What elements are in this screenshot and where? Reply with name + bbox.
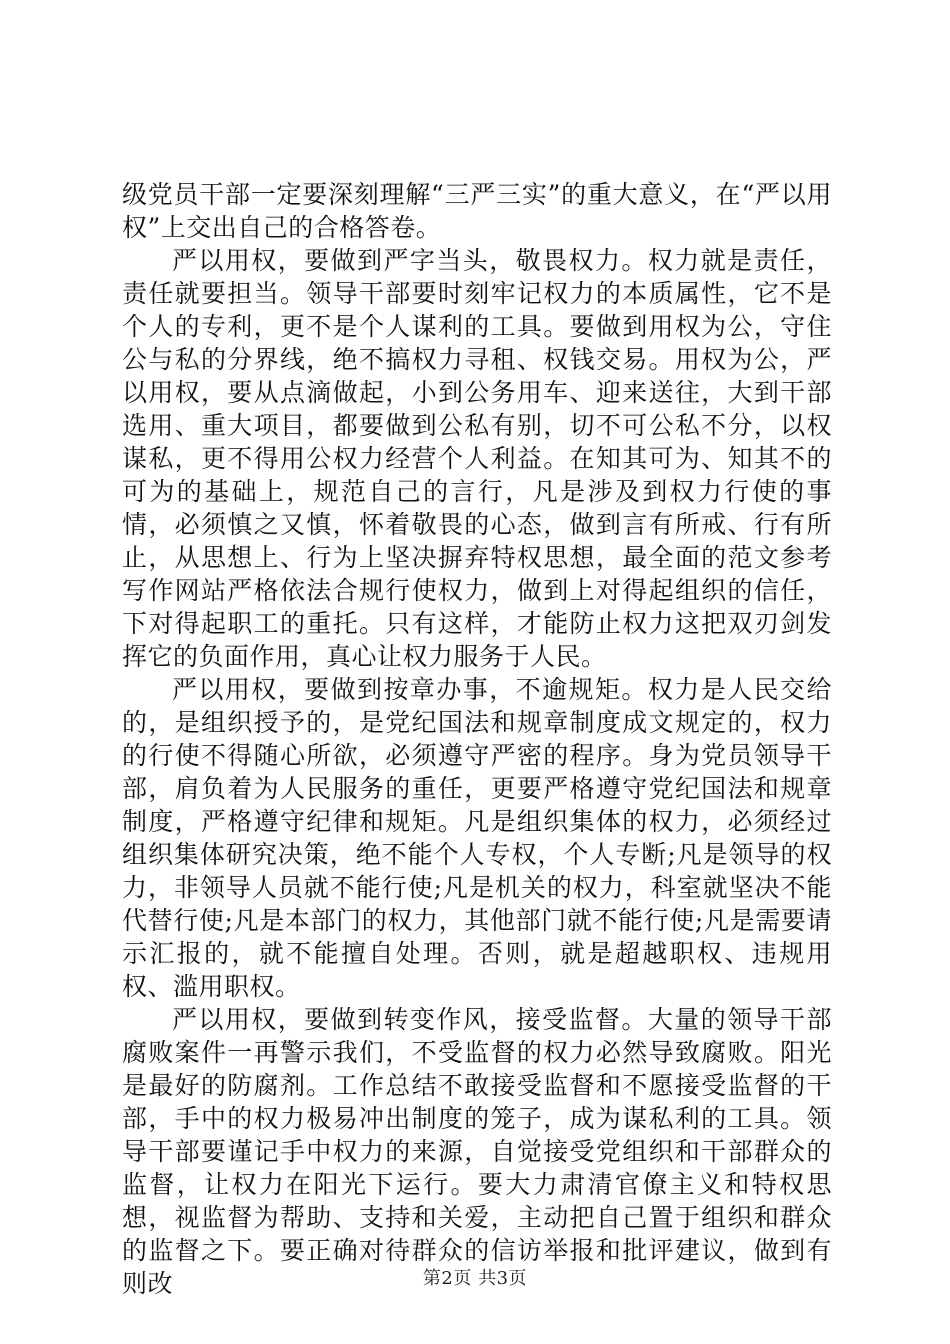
page-number-label: 第2页 共3页 [422, 1268, 528, 1289]
paragraph-3: 严以用权，要做到按章办事，不逾规矩。权力是人民交给的，是组织授予的，是党纪国法和规章制度成文规定的，权力的行使不得随心所欲，必须遵守严密的程序。身为党员领导干部，肩负着为人民服务的重任，更要严格遵守党纪国法和规章制度，严格遵守纪律和规矩。凡是组织集体的权力，必须经过组织集体研究决策，绝不能个人专权，个人专断;凡是领导的权力，非领导人员就不能行使;凡是机关的权力，科室就坚决不能代替行使;凡是本部门的权力，其他部门就不能行使;凡是需要请示汇报的，就不能擅自处理。否则，就是超越职权、违规用权、滥用职权。 [122, 675, 832, 1001]
paragraph-2: 严以用权，要做到严字当头，敬畏权力。权力就是责任，责任就要担当。领导干部要时刻牢记权力的本质属性，它不是个人的专利，更不是个人谋利的工具。要做到用权为公，守住公与私的分界线，绝不搞权力寻租、权钱交易。用权为公，严以用权，要从点滴做起，小到公务用车、迎来送往，大到干部选用、重大项目，都要做到公私有别，切不可公私不分，以权谋私，更不得用公权力经营个人利益。在知其可为、知其不的可为的基础上，规范自己的言行，凡是涉及到权力行使的事情，必须慎之又慎，怀着敬畏的心态，做到言有所戒、行有所止，从思想上、行为上坚决摒弃特权思想，最全面的范文参考写作网站严格依法合规行使权力，做到上对得起组织的信任，下对得起职工的重托。只有这样，才能防止权力这把双刃剑发挥它的负面作用，真心让权力服务于人民。 [122, 246, 832, 671]
document-body [122, 178, 832, 1300]
paragraph-4: 严以用权，要做到转变作风，接受监督。大量的领导干部腐败案件一再警示我们，不受监督的权力必然导致腐败。阳光是最好的防腐剂。工作总结不敢接受监督和不愿接受监督的干部，手中的权力极易冲出制度的笼子，成为谋私利的工具。领导干部要谨记手中权力的来源，自觉接受党组织和干部群众的监督，让权力在阳光下运行。要大力肃清官僚主义和特权思想，视监督为帮助、支持和关爱，主动把自己置于组织和群众的监督之下。要正确对待群众的信访举报和批评建议，做到有则改 [122, 1005, 832, 1298]
paragraph-1: 级党员干部一定要深刻理解“三严三实”的重大意义，在“严以用权”上交出自己的合格答卷。 [122, 180, 832, 242]
page-footer [0, 1267, 950, 1291]
